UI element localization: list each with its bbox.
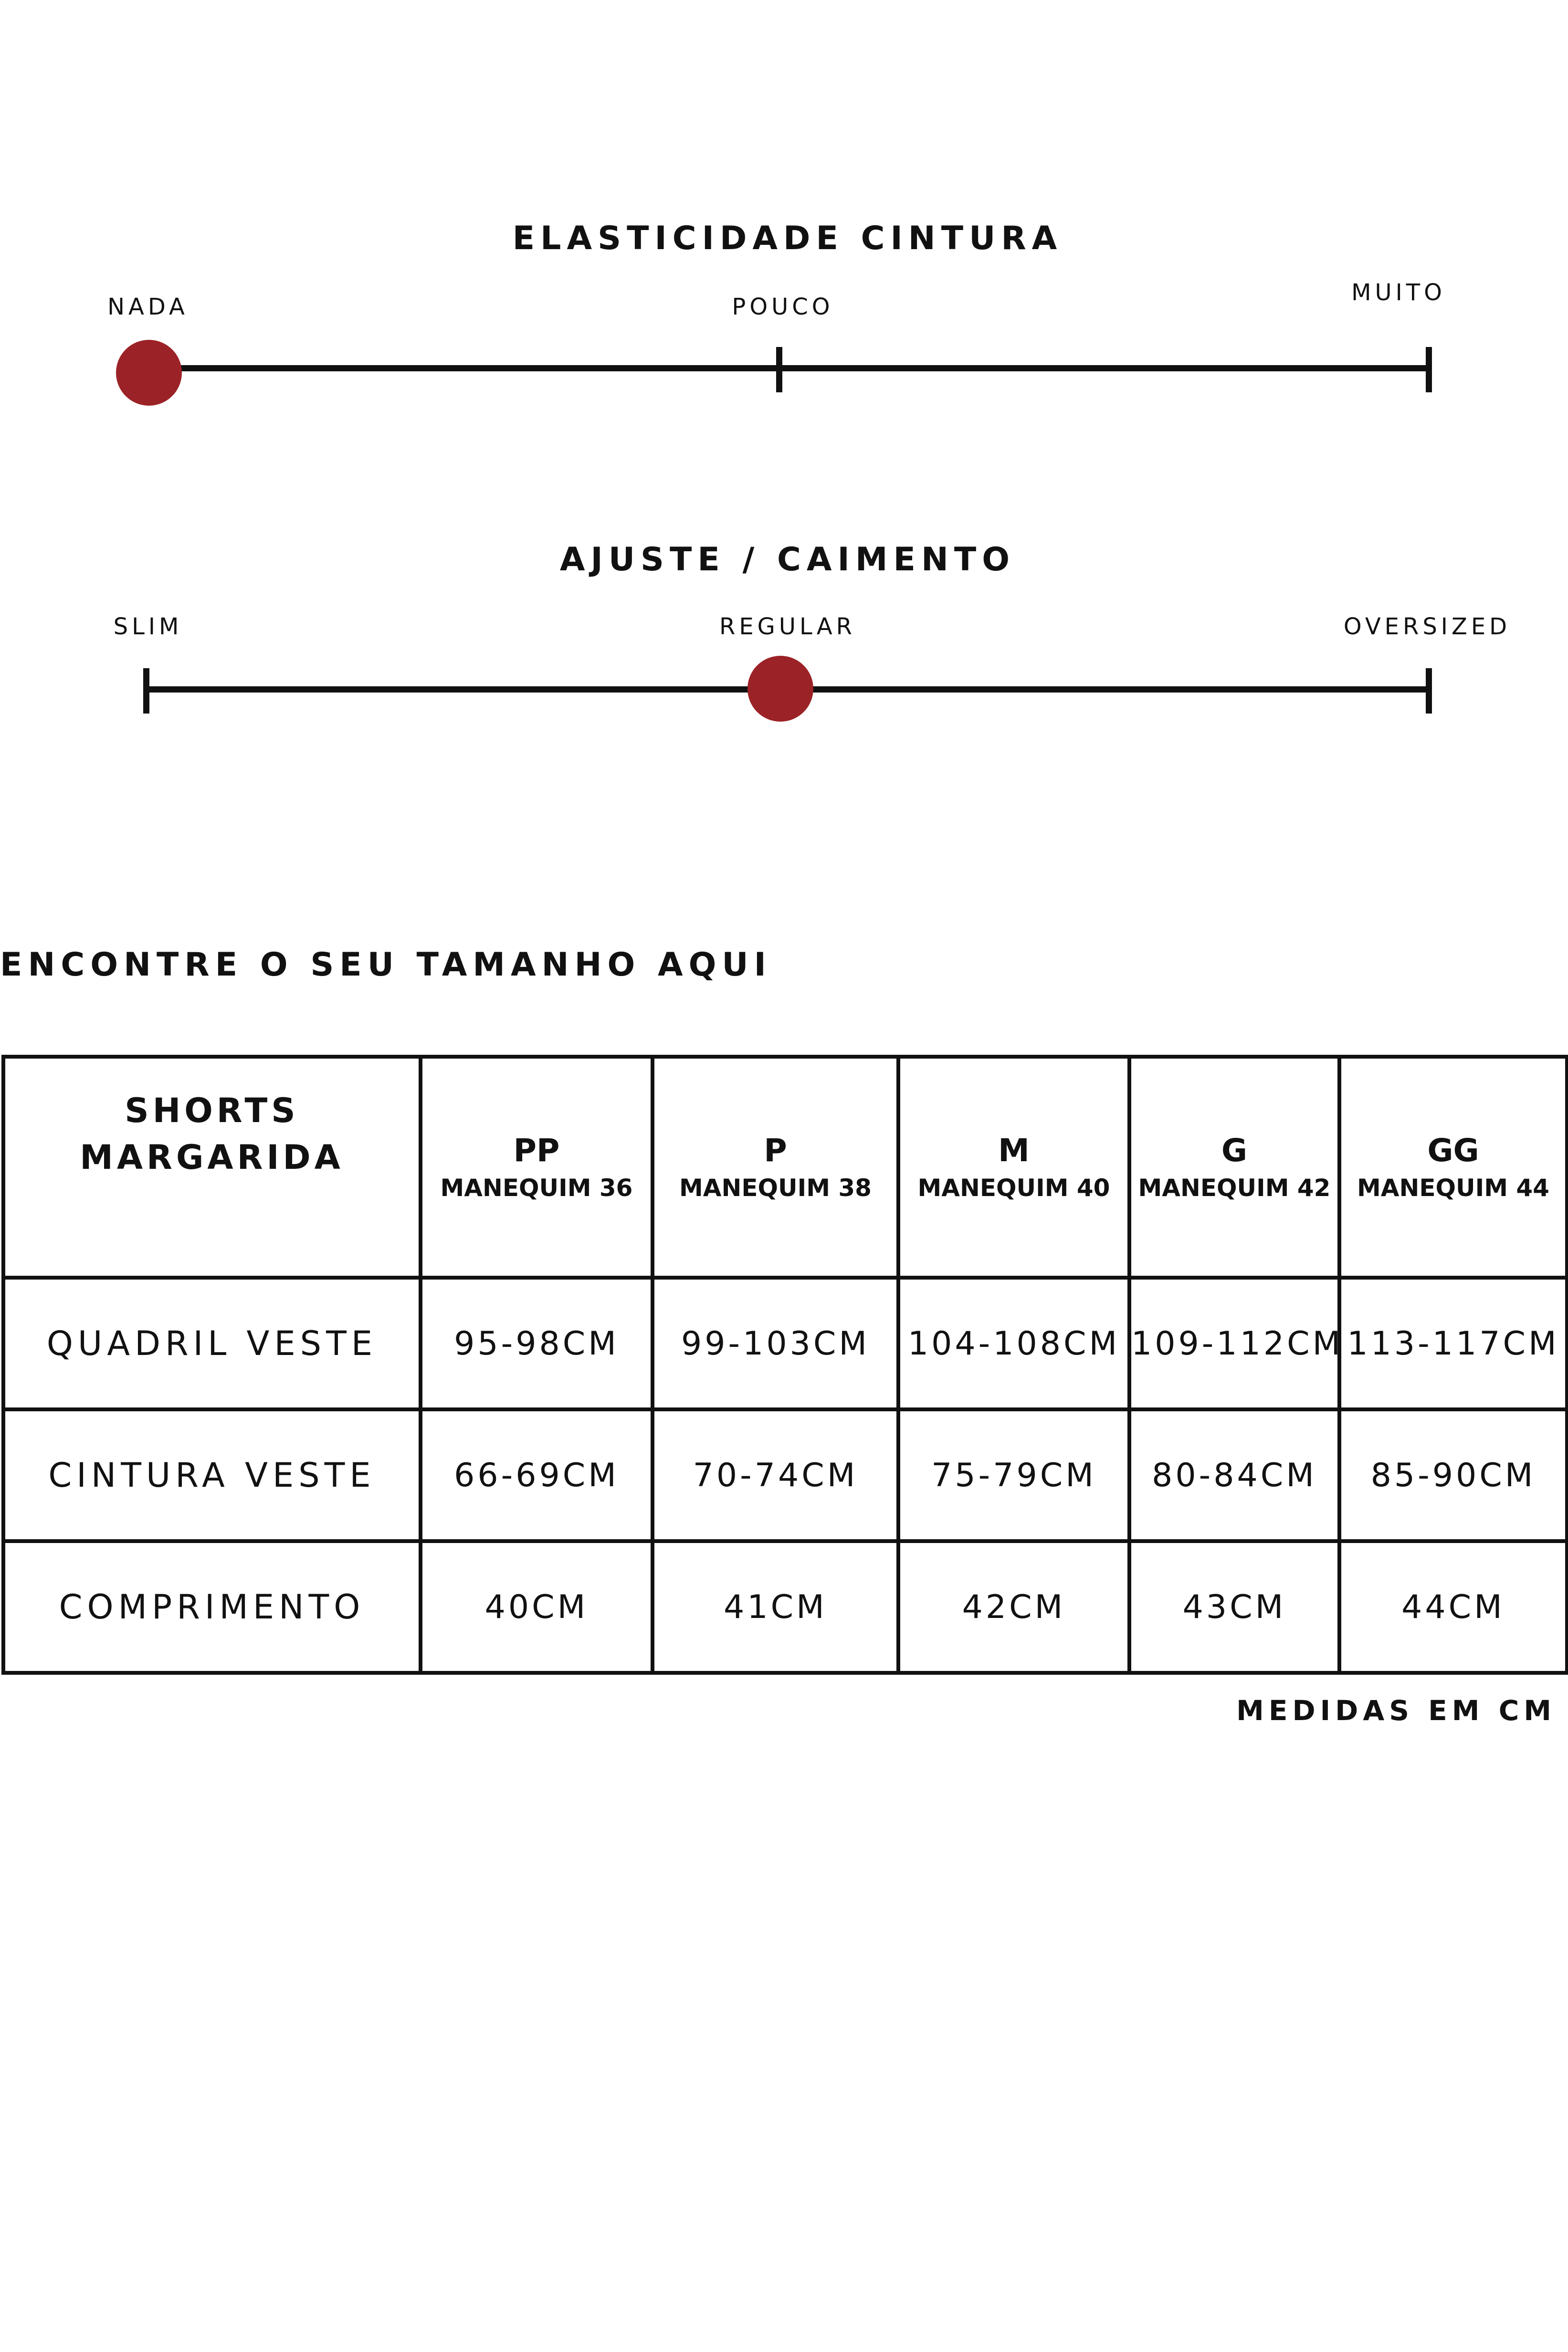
size-header-p	[652, 1057, 898, 1278]
elasticity-tick-pouco	[776, 347, 782, 392]
fit-title: AJUSTE / CAIMENTO	[559, 541, 1016, 578]
elasticity-tick-muito	[1426, 347, 1432, 392]
fit-label-slim: SLIM	[113, 613, 183, 640]
elasticity-scale-line	[148, 365, 1432, 371]
table-cell: 43CM	[1129, 1541, 1339, 1673]
row-label: CINTURA VESTE	[3, 1409, 421, 1541]
size-header-g	[1129, 1057, 1339, 1278]
size-code: PP	[513, 1132, 560, 1169]
size-mannequin: MANEQUIM 38	[679, 1174, 872, 1202]
fit-tick-oversized	[1426, 668, 1432, 714]
elasticity-title: ELASTICIDADE CINTURA	[512, 220, 1063, 257]
size-mannequin: MANEQUIM 44	[1357, 1174, 1549, 1202]
elasticity-label-muito: MUITO	[1351, 279, 1446, 306]
table-cell: 66-69CM	[421, 1409, 652, 1541]
elasticity-marker-nada	[116, 340, 182, 406]
fit-marker-regular	[747, 656, 813, 722]
elasticity-label-nada: NADA	[107, 294, 189, 320]
size-mannequin: MANEQUIM 42	[1138, 1174, 1331, 1202]
size-header-gg	[1339, 1057, 1567, 1278]
table-row-cintura	[3, 1409, 1567, 1541]
size-section-heading: ENCONTRE O SEU TAMANHO AQUI	[0, 946, 772, 984]
product-name-line2: MARGARIDA	[80, 1138, 344, 1177]
table-cell: 40CM	[421, 1541, 652, 1673]
table-cell: 113-117CM	[1339, 1278, 1567, 1409]
table-row-quadril	[3, 1278, 1567, 1409]
elasticity-label-pouco: POUCO	[732, 294, 834, 320]
table-cell: 109-112CM	[1129, 1278, 1339, 1409]
row-label: COMPRIMENTO	[3, 1541, 421, 1673]
table-cell: 85-90CM	[1339, 1409, 1567, 1541]
table-cell: 104-108CM	[898, 1278, 1129, 1409]
table-cell: 95-98CM	[421, 1278, 652, 1409]
fit-label-regular: REGULAR	[719, 613, 856, 640]
product-name-line1: SHORTS	[125, 1091, 299, 1130]
size-table-header-row	[3, 1057, 1567, 1278]
table-cell: 75-79CM	[898, 1409, 1129, 1541]
size-header-pp	[421, 1057, 652, 1278]
fit-label-oversized: OVERSIZED	[1343, 613, 1511, 640]
size-code: GG	[1427, 1132, 1479, 1169]
table-cell: 41CM	[652, 1541, 898, 1673]
size-table	[1, 1055, 1568, 1675]
row-label: QUADRIL VESTE	[3, 1278, 421, 1409]
size-mannequin: MANEQUIM 36	[440, 1174, 633, 1202]
product-name-cell	[3, 1057, 421, 1278]
size-header-m	[898, 1057, 1129, 1278]
size-code: G	[1221, 1132, 1248, 1169]
table-cell: 42CM	[898, 1541, 1129, 1673]
size-code: M	[998, 1132, 1030, 1169]
size-code: P	[764, 1132, 787, 1169]
table-cell: 80-84CM	[1129, 1409, 1339, 1541]
table-cell: 70-74CM	[652, 1409, 898, 1541]
fit-tick-slim	[143, 668, 149, 714]
table-cell: 44CM	[1339, 1541, 1567, 1673]
size-mannequin: MANEQUIM 40	[917, 1174, 1110, 1202]
measurement-note: MEDIDAS EM CM	[1236, 1694, 1556, 1727]
table-row-comprimento	[3, 1541, 1567, 1673]
table-cell: 99-103CM	[652, 1278, 898, 1409]
